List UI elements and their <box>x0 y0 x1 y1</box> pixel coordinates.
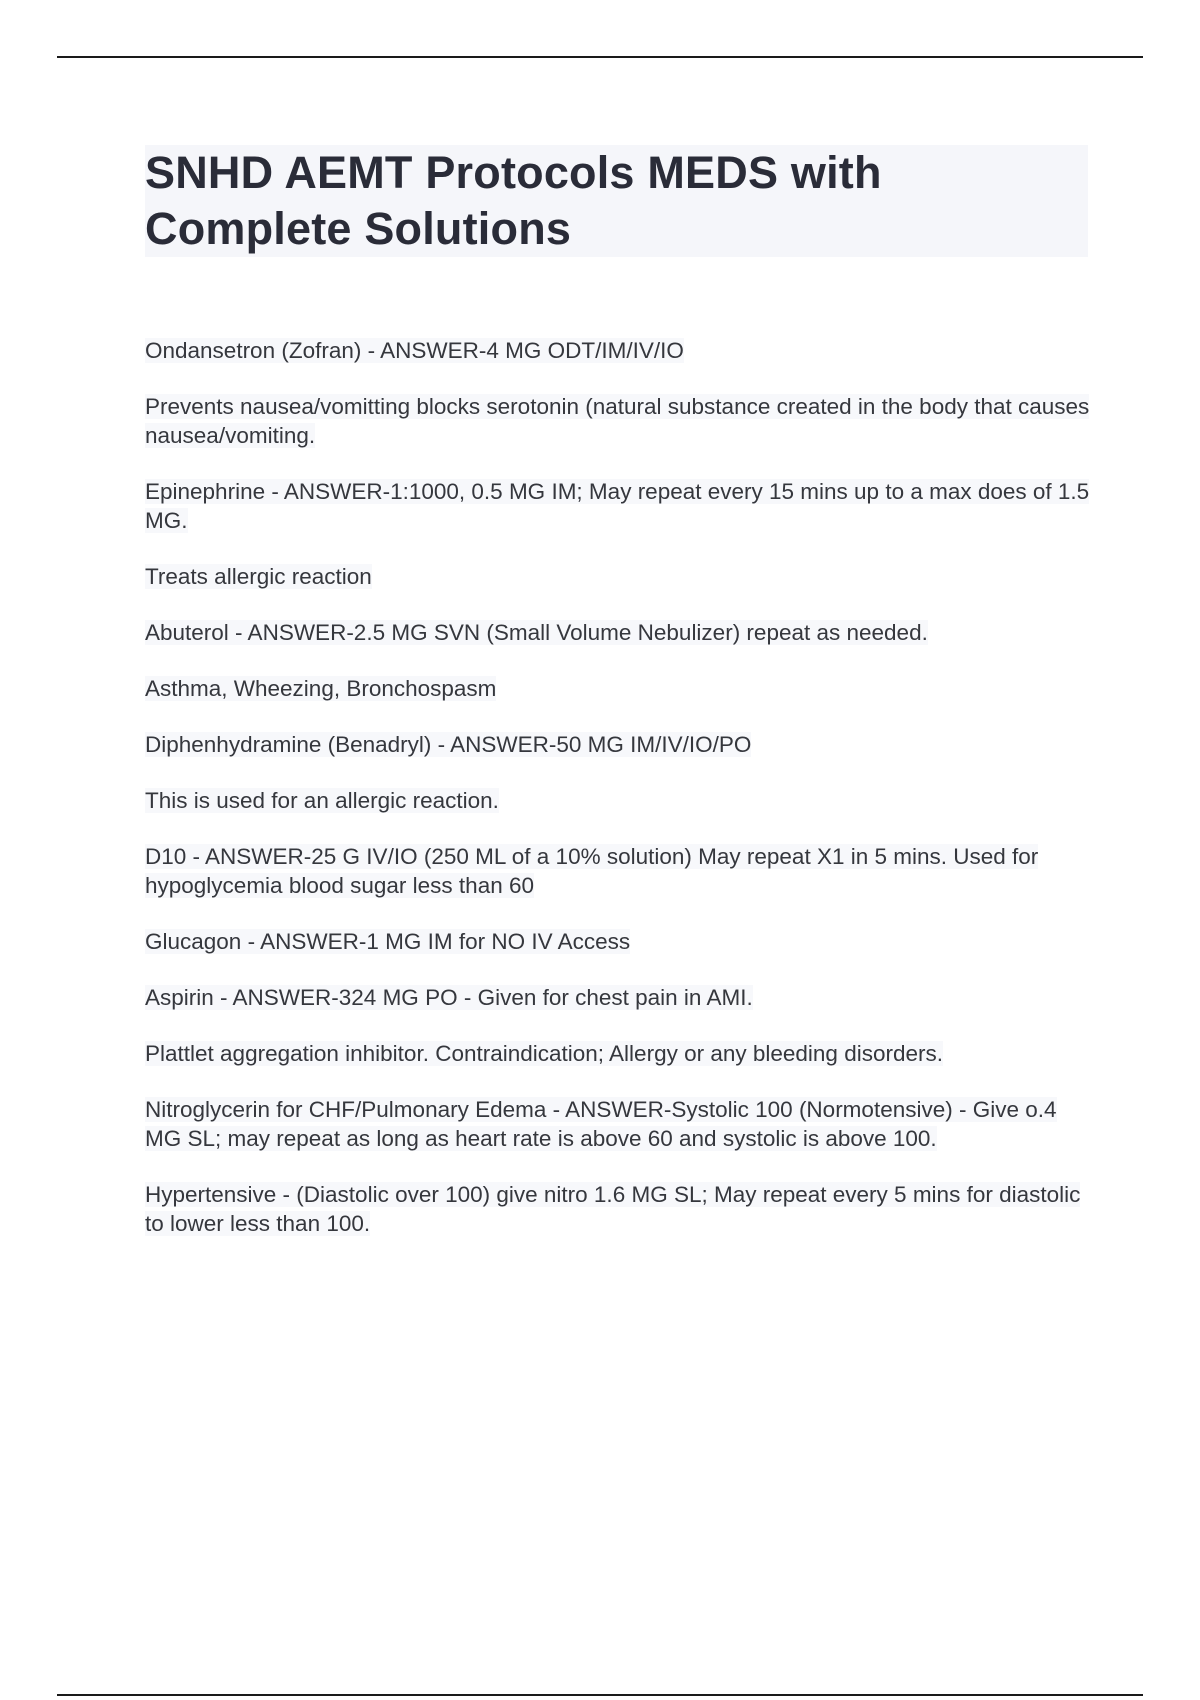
paragraph-ondansetron-use: Prevents nausea/vomitting blocks serotonin (natural substance created in the body that causes nausea/vomiting. <box>145 394 1090 448</box>
title-line-1: SNHD AEMT Protocols MEDS with <box>145 147 882 198</box>
paragraph-epinephrine-use: Treats allergic reaction <box>145 564 372 589</box>
document-body <box>145 336 1090 1265</box>
paragraph-hypertensive: Hypertensive - (Diastolic over 100) give nitro 1.6 MG SL; May repeat every 5 mins for diastolic to lower less than 100. <box>145 1182 1081 1236</box>
paragraph-diphenhydramine-use: This is used for an allergic reaction. <box>145 788 499 813</box>
paragraph-glucagon: Glucagon - ANSWER-1 MG IM for NO IV Access <box>145 929 631 954</box>
top-rule <box>57 56 1143 58</box>
bottom-rule <box>57 1694 1143 1696</box>
paragraph-d10: D10 - ANSWER-25 G IV/IO (250 ML of a 10% solution) May repeat X1 in 5 mins. Used for hypoglycemia blood sugar less than 60 <box>145 844 1039 898</box>
document-title <box>145 145 1088 257</box>
paragraph-nitroglycerin: Nitroglycerin for CHF/Pulmonary Edema - ANSWER-Systolic 100 (Normotensive) - Give o.4 MG SL; may repeat as long as heart rate is above 60 and systolic is above 100. <box>145 1097 1057 1151</box>
paragraph-aspirin: Aspirin - ANSWER-324 MG PO - Given for chest pain in AMI. <box>145 985 753 1010</box>
paragraph-abuterol: Abuterol - ANSWER-2.5 MG SVN (Small Volume Nebulizer) repeat as needed. <box>145 620 928 645</box>
title-block <box>145 145 1088 257</box>
paragraph-epinephrine: Epinephrine - ANSWER-1:1000, 0.5 MG IM; May repeat every 15 mins up to a max does of 1.5 MG. <box>145 479 1090 533</box>
paragraph-ondansetron: Ondansetron (Zofran) - ANSWER-4 MG ODT/IM/IV/IO <box>145 338 684 363</box>
title-line-2: Complete Solutions <box>145 203 572 254</box>
paragraph-diphenhydramine: Diphenhydramine (Benadryl) - ANSWER-50 MG IM/IV/IO/PO <box>145 732 752 757</box>
paragraph-aspirin-use: Plattlet aggregation inhibitor. Contraindication; Allergy or any bleeding disorders. <box>145 1041 943 1066</box>
paragraph-abuterol-use: Asthma, Wheezing, Bronchospasm <box>145 676 497 701</box>
